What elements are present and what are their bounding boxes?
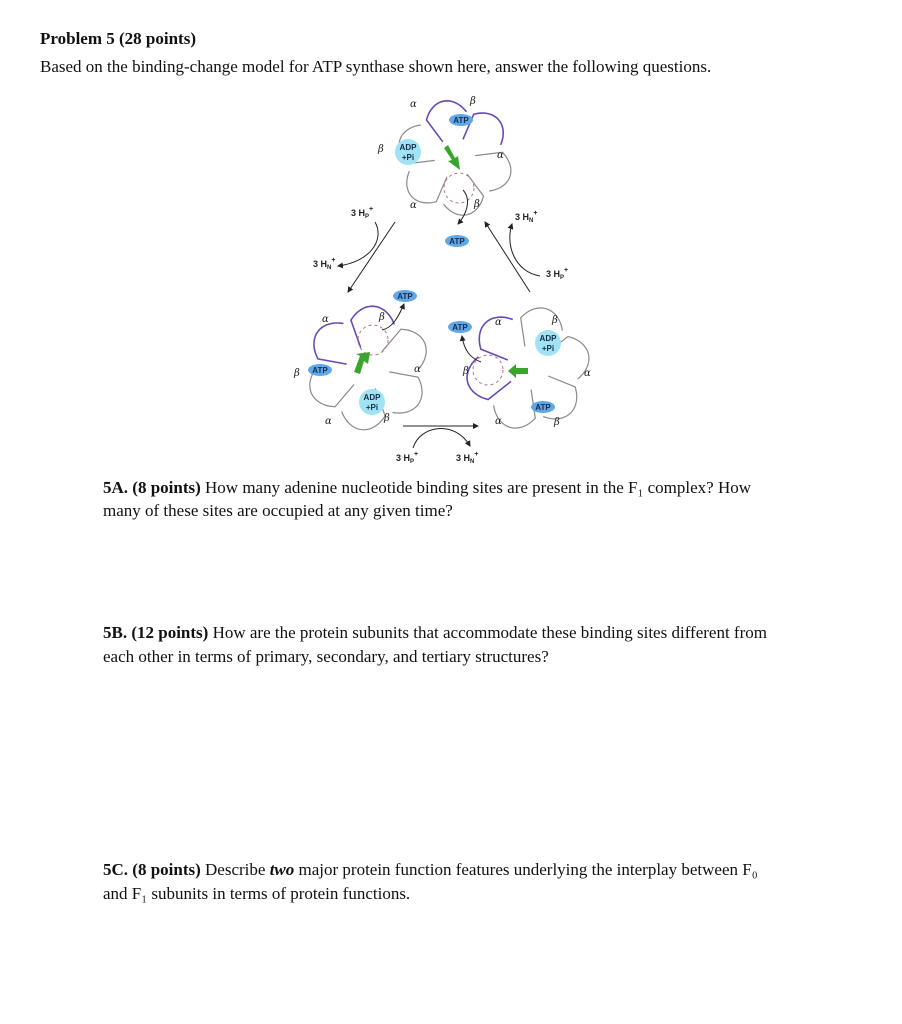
question-5a: 5A. (8 points) How many adenine nucleotide binding sites are present in the F₁ complex? How xyxy=(103,478,752,497)
pi-label: +Pi xyxy=(401,153,415,162)
svg-text:+Pi: +Pi xyxy=(541,344,555,353)
rotation-arrow-icon xyxy=(354,352,370,374)
subunit-lobe xyxy=(389,372,422,413)
atp-label: ATP xyxy=(452,323,468,332)
beta-label: β xyxy=(552,315,558,326)
alpha-label: α xyxy=(414,364,421,375)
beta-label: β xyxy=(378,144,384,155)
atp-synthase-binding-change-diagram xyxy=(0,0,902,480)
proton-n-label: 3 $H_N^+$ xyxy=(456,451,479,465)
subunit-lobe xyxy=(407,171,447,203)
beta-label: β xyxy=(294,368,300,379)
atp-label: ATP xyxy=(449,237,465,246)
alpha-label: α xyxy=(410,200,417,211)
alpha-label: α xyxy=(325,416,332,427)
adp-label: ADP xyxy=(399,143,417,152)
alpha-label: α xyxy=(410,99,417,110)
alpha-label: α xyxy=(584,368,591,379)
beta-label: β xyxy=(474,199,480,210)
question-5c-line2: and F₁ subunits in terms of protein functions. xyxy=(103,884,411,903)
question-5c: 5C. (8 points) Describe two major protein function features underlying the interplay between F₀ xyxy=(103,860,758,879)
question-5b-line2: each other in terms of primary, secondary, and tertiary structures? xyxy=(103,647,549,666)
beta-label: β xyxy=(463,366,469,377)
subunit-lobe xyxy=(543,376,577,419)
alpha-label: α xyxy=(495,416,502,427)
rotation-arrow-icon xyxy=(508,364,528,378)
atp-label: ATP xyxy=(312,366,328,375)
svg-text:ADP: ADP xyxy=(539,334,557,343)
alpha-label: α xyxy=(322,314,329,325)
alpha-label: α xyxy=(497,150,504,161)
beta-label: β xyxy=(470,96,476,107)
proton-p-label: 3 $H_P^+$ xyxy=(546,267,569,281)
proton-n-label: 3 $H_N^+$ xyxy=(515,210,538,224)
subunit-lobe xyxy=(467,357,511,400)
atp-label: ATP xyxy=(453,116,469,125)
question-5a-line2: many of these sites are occupied at any given time? xyxy=(103,501,453,520)
beta-label: β xyxy=(554,417,560,428)
atp-label: ATP xyxy=(397,292,413,301)
beta-label: β xyxy=(384,413,390,424)
svg-text:ADP: ADP xyxy=(363,393,381,402)
svg-text:ATP: ATP xyxy=(535,403,551,412)
problem-intro: Based on the binding-change model for ATP synthase shown here, answer the following questions. xyxy=(40,57,712,76)
problem-title: Problem 5 (28 points) xyxy=(40,29,196,48)
subunit-lobe xyxy=(475,152,511,191)
alpha-label: α xyxy=(495,317,502,328)
beta-label: β xyxy=(379,312,385,323)
rotation-arrow-icon xyxy=(444,145,460,170)
proton-p-label: 3 $H_P^+$ xyxy=(396,451,419,465)
proton-n-label: 3 $H_N^+$ xyxy=(313,257,336,271)
subunit-lobe xyxy=(314,323,347,364)
svg-text:+Pi: +Pi xyxy=(365,403,379,412)
proton-p-label: 3 $H_P^+$ xyxy=(351,206,374,220)
question-5b: 5B. (12 points) How are the protein subunits that accommodate these binding sites different from xyxy=(103,623,767,642)
